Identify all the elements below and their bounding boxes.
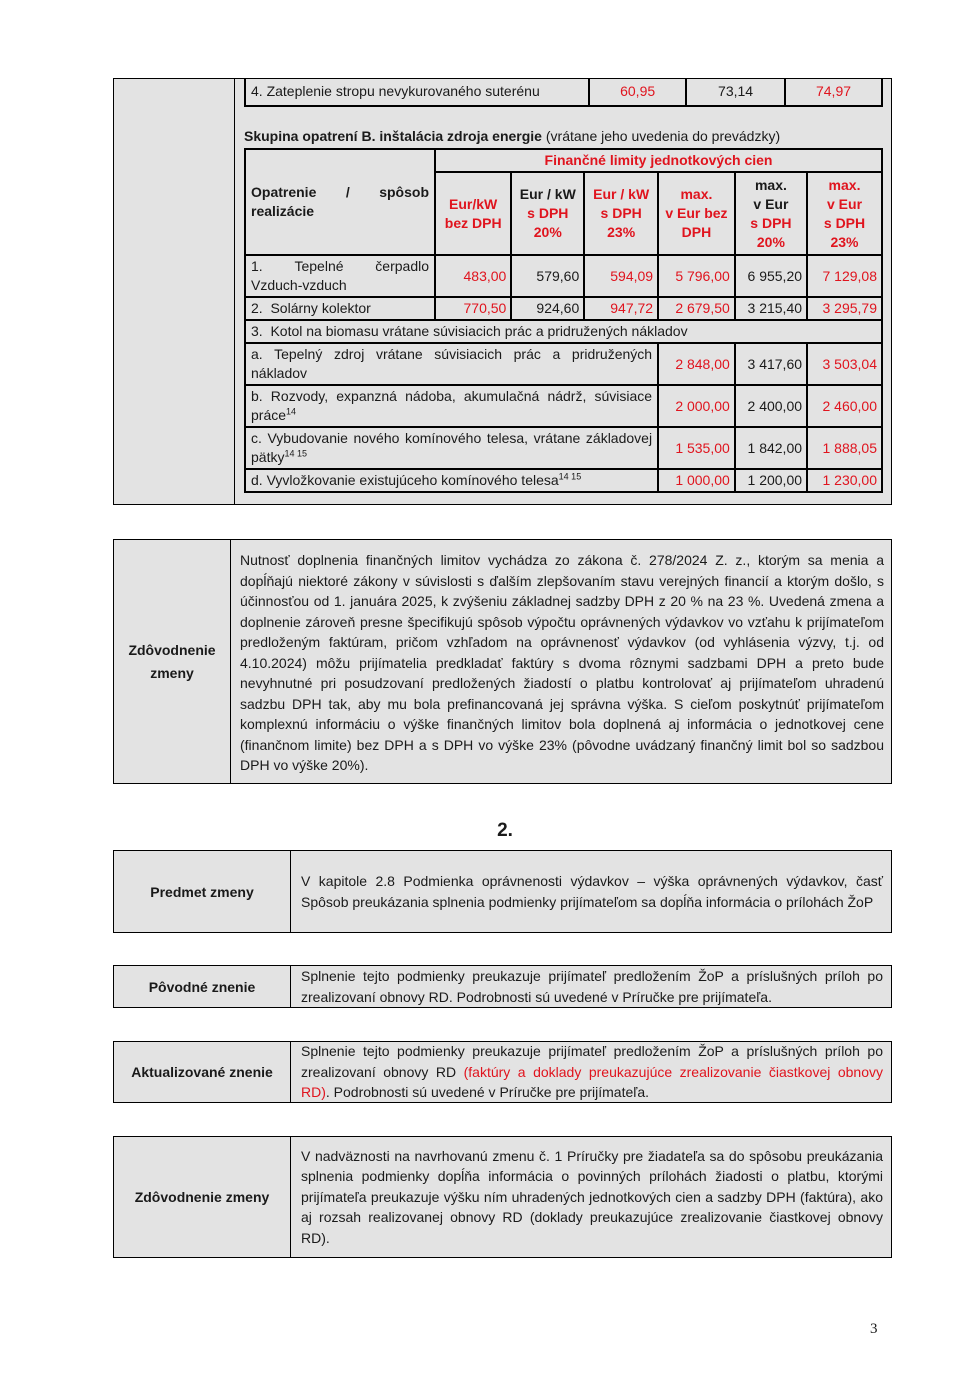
footnote-ref[interactable]: 14 15 <box>558 471 582 482</box>
measure-label: 2. Solárny kolektor <box>245 297 435 320</box>
measure-label: 4. Zateplenie stropu nevykurovaného suterénu <box>245 78 589 106</box>
measure-label: c. Vybudovanie nového komínového telesa, vrátane základovej pätky$^{14 15}$ <box>245 427 658 469</box>
table-row <box>245 78 882 106</box>
header-measure: Opatrenie / spôsob realizácie <box>245 149 435 255</box>
value-cell: 770,50 <box>435 297 511 320</box>
table-row <box>245 385 882 427</box>
value-cell: 73,14 <box>686 78 785 106</box>
value-cell: 1 535,00 <box>658 427 735 469</box>
justification-divider <box>230 539 231 784</box>
header-col-2: Eur / kW s DPH 20% <box>511 172 584 255</box>
header-financial-limits: Finančné limity jednotkových cien <box>435 149 882 172</box>
group-b-limits-table <box>244 148 883 493</box>
value-cell: 7 129,08 <box>807 255 882 297</box>
justification-2-text: V nadväznosti na navrhovanú zmenu č. 1 Príručky pre žiadateľa sa do spôsobu preukázania splnenia podmienky dopĺňa informácia o povinných prílohách žiadosti o platbu, ktorými prijímateľa preukazuje výšku ním uhradených jednotkových cien a sadzby DPH (faktúra), ako aj rozsah realizovanej obnovy RD (doklady preukazujúce zrealizovanie čiastkovej obnovy RD). <box>301 1147 883 1246</box>
table-row <box>245 427 882 469</box>
footnote-ref[interactable]: 14 <box>286 406 297 417</box>
value-cell: 60,95 <box>589 78 686 106</box>
value-cell: 947,72 <box>584 297 658 320</box>
change-subject-label: Predmet zmeny <box>114 851 291 932</box>
value-cell: 74,97 <box>785 78 882 106</box>
value-cell: 1 200,00 <box>735 469 807 492</box>
group-b-caption <box>244 128 780 144</box>
value-cell: 3 295,79 <box>807 297 882 320</box>
updated-wording-highlight: (faktúry a doklady preukazujúce zrealizovanie čiastkovej obnovy RD) <box>301 1063 883 1101</box>
value-cell: 1 888,05 <box>807 427 882 469</box>
header-col-6: max. v Eur s DPH 23% <box>807 172 882 255</box>
updated-wording-text: Splnenie tejto podmienky preukazuje prijímateľ predložením ŽoP a príslušných príloh po zrealizovaní obnovy RD (faktúry a doklady preukazujúce zrealizovanie čiastkovej obnovy RD). Podrobnosti sú uvedené v Príručke pre prijímateľa. <box>301 1043 883 1101</box>
value-cell: 594,09 <box>584 255 658 297</box>
updated-wording-label: Aktualizované znenie <box>114 1042 291 1102</box>
table-row-heading <box>245 320 882 343</box>
original-wording-box <box>113 965 892 1008</box>
justification-label: Zdôvodnenie zmeny <box>128 641 216 681</box>
value-cell: 1 842,00 <box>735 427 807 469</box>
updated-wording-box <box>113 1041 892 1103</box>
measure-label: a. Tepelný zdroj vrátane súvisiacich prác a pridružených nákladov <box>245 343 658 385</box>
row-3-heading: 3. Kotol na biomasu vrátane súvisiacich prác a pridružených nákladov <box>245 320 882 343</box>
value-cell: 579,60 <box>511 255 584 297</box>
header-col-1: Eur/kW bez DPH <box>435 172 511 255</box>
group-a-row-4-table <box>244 78 883 107</box>
group-b-caption-bold: Skupina opatrení B. inštalácia zdroja energie <box>244 128 542 144</box>
table-row <box>245 343 882 385</box>
section1-column-divider <box>234 78 235 505</box>
justification-2-label: Zdôvodnenie zmeny <box>114 1137 291 1257</box>
table-row <box>245 255 882 297</box>
change-subject-box <box>113 850 892 933</box>
footnote-ref[interactable]: 14 15 <box>284 448 307 459</box>
header-col-4: max. v Eur bez DPH <box>658 172 735 255</box>
group-b-caption-rest: (vrátane jeho uvedenia do prevádzky) <box>541 128 781 144</box>
justification-box-2 <box>113 1136 892 1258</box>
change-subject-text: V kapitole 2.8 Podmienka oprávnenosti výdavkov – výška oprávnených výdavkov, časť Spôsob preukázania splnenia podmienky prijímateľom sa dopĺňa informácia o prílohách ŽoP <box>301 873 883 910</box>
value-cell: 483,00 <box>435 255 511 297</box>
measure-label: b. Rozvody, expanzná nádoba, akumulačná nádrž, súvisiace práce$^{14}$ <box>245 385 658 427</box>
value-cell: 3 503,04 <box>807 343 882 385</box>
measure-label: d. Vyvložkovanie existujúceho komínového telesa$^{14 15}$ <box>245 469 658 492</box>
value-cell: 2 400,00 <box>735 385 807 427</box>
value-cell: 1 000,00 <box>658 469 735 492</box>
value-cell: 3 215,40 <box>735 297 807 320</box>
value-cell: 3 417,60 <box>735 343 807 385</box>
value-cell: 2 679,50 <box>658 297 735 320</box>
header-col-5: max. v Eur s DPH 20% <box>735 172 807 255</box>
table-row <box>245 297 882 320</box>
original-wording-label: Pôvodné znenie <box>114 966 291 1007</box>
section-2-title: 2. <box>497 820 513 841</box>
justification-text: Nutnosť doplnenia finančných limitov vychádza zo zákona č. 278/2024 Z. z., ktorým sa menia a dopĺňajú niektoré zákony v súvislosti s ďalším zlepšovaním stavu verejných financií a ktorým došlo, s účinnosťou od 1. januára 2025, k zvýšeniu základnej sadzby DPH z 20 % na 23 %. Uvedená zmena a doplnenie zároveň presne špecifikujú spôsob výpočtu oprávnených výdavkov vo vzťahu k prijímateľom predloženým faktúram, pričom vzhľadom na oprávnenosť výdavkov (od vyhlásenia výzvy, t.j. od 4.10.2024) môžu prijímatelia predkladať faktúry s dvoma rôznymi sadzbami DPH a preto bude nevyhnutné pri posudzovaní predložených žiadostí o platbu kontrolovať aj prijímateľom uhradenú sadzbu DPH tak, aby mu bola prefinancovaná jej správna výška. S cieľom poskytnúť prijímateľom komplexnú informáciu o výške finančných limitov bola doplnená aj informácia o jednotkovej cene (finančnom limite) bez DPH a s DPH vo výške 23% (pôvodne uvádzaný finančný limit bol so sadzbou DPH vo výške 20%). <box>240 552 884 773</box>
value-cell: 2 460,00 <box>807 385 882 427</box>
page-number: 3 <box>870 1321 878 1337</box>
value-cell: 5 796,00 <box>658 255 735 297</box>
header-col-3: Eur / kW s DPH 23% <box>584 172 658 255</box>
header-row-group <box>245 149 882 172</box>
value-cell: 2 000,00 <box>658 385 735 427</box>
value-cell: 1 230,00 <box>807 469 882 492</box>
table-row <box>245 469 882 492</box>
measure-label: 1. Tepelné čerpadlo Vzduch-vzduch <box>245 255 435 297</box>
value-cell: 2 848,00 <box>658 343 735 385</box>
original-wording-text: Splnenie tejto podmienky preukazuje prijímateľ predložením ŽoP a príslušných príloh po zrealizovaní obnovy RD. Podrobnosti sú uvedené v Príručke pre prijímateľa. <box>301 968 883 1005</box>
value-cell: 6 955,20 <box>735 255 807 297</box>
value-cell: 924,60 <box>511 297 584 320</box>
